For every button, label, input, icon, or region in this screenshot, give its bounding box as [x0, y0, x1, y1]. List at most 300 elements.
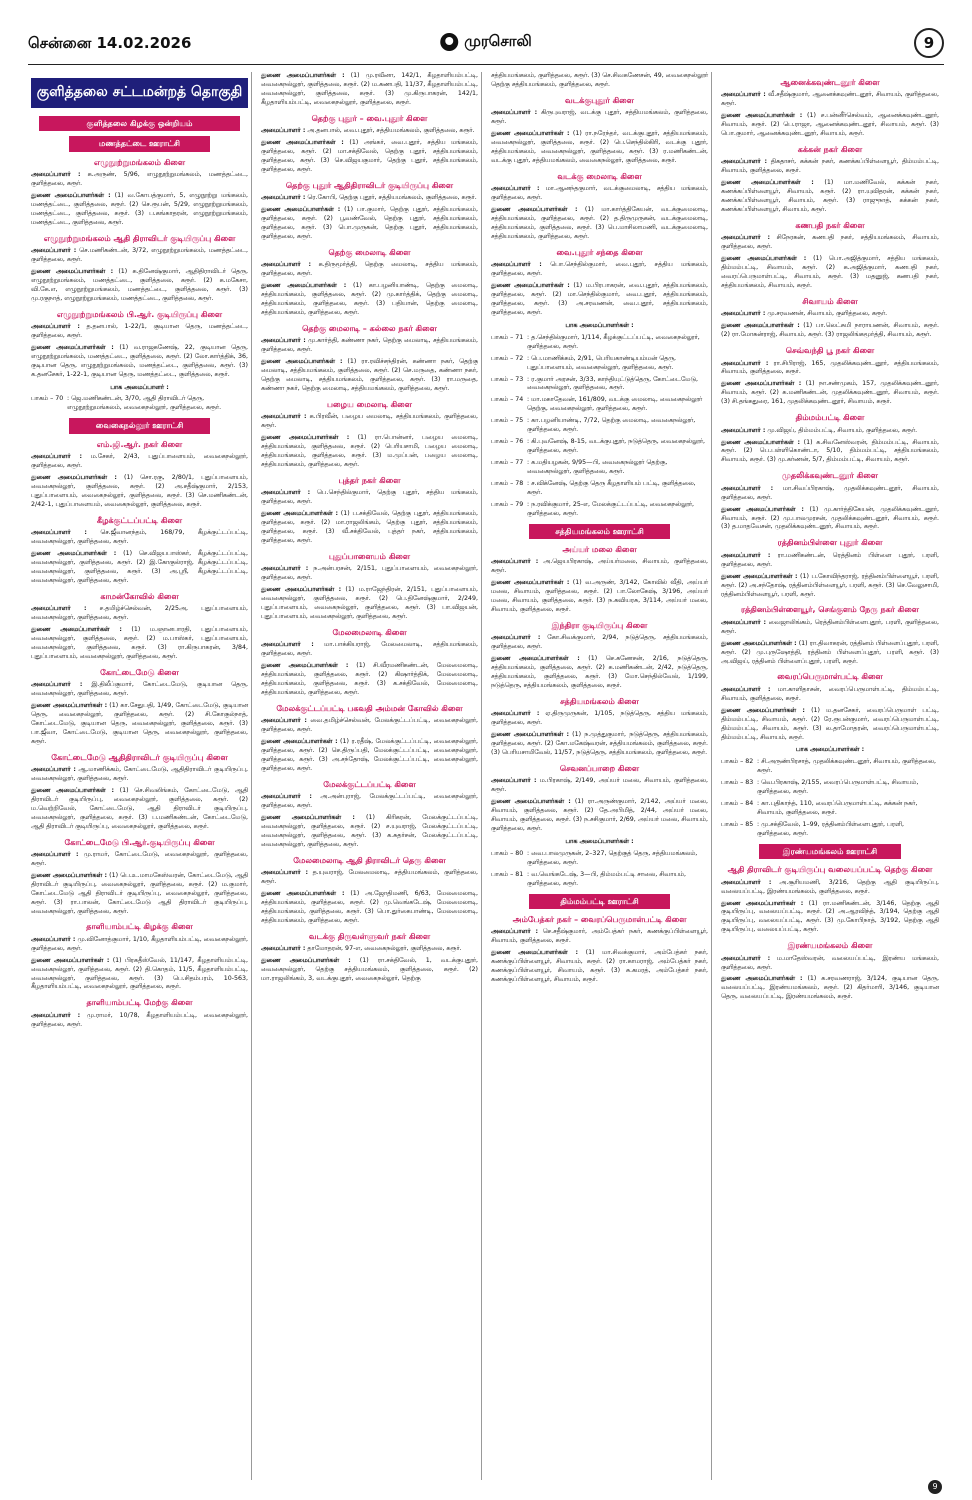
role-label: அமைப்பாளர் :	[31, 453, 82, 461]
organizer-details: (1) வ.ராஜகணேஷ், 22, குடியான தெரு, எழுநூற்றுமங்கலம், மணத்தட்டை, குளித்தலை, கரூர். (2) லோ.கார்த்திக், 36, குடியான தெரு, எழுநூற்றுமங்கலம், மணத்தட்டை, குளித்தலை, கரூர். (3) க.தனசேகர், 1-22-1, குடியான தெரு, மணத்தட்டை, குளித்தலை, கரூர்.	[31, 343, 249, 378]
organizer-entry	[31, 550, 248, 586]
organizer-entry	[491, 185, 708, 203]
organizer-details: த.யுவராஜ், மேலமைலாடி, சத்தியமங்கலம், குளித்தலை, கரூர்.	[261, 869, 478, 886]
branch-heading: கோட்டைமேடு ஆதிதிராவிடர் குடியிருப்பு கிளை	[51, 752, 228, 762]
branch-heading: அய்யர் மலை கிளை	[562, 545, 637, 554]
organizer-entry	[721, 640, 939, 667]
organizer-details: (1) சொ.ரகு, 2/80/1, புதுப்பாளையம், வைகைநல்லூர், குளித்தலை, கரூர். (2) அ.சதீஷ்குமார், 2/153, புதுப்பாளையம், வைகைநல்லூர், குளித்தலை, கரூர். (3) செ.மணிகண்டன், 2/42-1, புதுப்பாளையம், வைகைநல்லூர், குளித்தலை, கரூர்.	[31, 473, 249, 508]
booth-row	[491, 459, 708, 477]
branch-heading: தெற்கு மைலாடி – கல்லை நகர் கிளை	[302, 323, 437, 333]
role-label: துணை அமைப்பாளர்கள் :	[31, 267, 114, 275]
panchayat-heading: திம்மம்பட்டி ஊராட்சி	[529, 894, 670, 909]
organizer-details: (1) கா.சேதுபதி, 1/49, கோட்டைமேடு, குடியான தெரு, வைகைநல்லூர், குளித்தலை, கரூர். (2) சி.கோகுல்நாத், கோட்டைமேடு, குடியான தெரு, வைகைநல்லூர், குளித்தலை, கரூர். (3) பா.ஜீவா, கோட்டைமேடு, குடியான தெரு, வைகைநல்லூர், குளித்தலை, கரூர்.	[31, 701, 249, 745]
branch-heading: கணபதி நகர் கிளை	[795, 221, 865, 231]
role-label: அமைப்பாளர் :	[31, 681, 83, 689]
booth-number: பாகம் – 78	[491, 479, 524, 487]
organizer-entry	[721, 310, 939, 319]
organizer-details: மு.வினோத்குமார், 1/10, கீழதாளியம்பட்டி, வைகைநல்லூர், குளித்தலை, கரூர்.	[31, 935, 249, 952]
branch-heading: புதுப்பாளையம் கிளை	[328, 551, 411, 561]
organizer-entry	[31, 474, 248, 510]
role-label: துணை அமைப்பாளர்கள் :	[31, 191, 111, 199]
organizer-details: (1) மா.சிவக்குமார், அம்பேத்கர் நகர், கணக்குப்பிள்ளையூர், சிவாயம், கரூர். (2) ரா.காமராஜ், அம்பேத்கர் நகர், கணக்குப்பிள்ளையூர், சிவாயம், கரூர். (3) சு.கமரத், அம்பேத்கர் நகர், கணக்குப்பிள்ளையூர், சிவாயம், கரூர்.	[491, 949, 709, 984]
constituency-title: குளித்தலை சட்டமன்றத் தொகுதி	[31, 78, 248, 108]
booth-number: பாகம் – 80	[491, 849, 524, 857]
organizer-entry	[31, 268, 248, 304]
organizer-entry	[31, 192, 248, 228]
organizer-details: (1) ரா.நரேந்தர், வடக்குபுதூர், சத்தியமங்கலம், வைகைநல்லூர், குளித்தலை, கரூர். (2) பெ.செந்தில்கிரி, வடக்கு புதூர், சத்தியமங்கலம், வைகைநல்லூர், குளித்தலை, கரூர். (3) ர.மணிகண்டன், வடக்கு புதூர், சத்தியமங்கலம், வைகைநல்லூர், குளித்தலை, கரூர்.	[491, 130, 708, 164]
organizer-entry	[31, 605, 248, 623]
organizer-details: (1) செ.கணேசன், 2/16, நடுத்தெரு, சத்தியமங்கலம், குளித்தலை, கரூர். (2) க.மணிகண்டன், 2/42, நடுத்தெரு, சத்தியமங்கலம், குளித்தலை, கரூர். (3) மோ.செந்தில்வேல், 1/199, நடுத்தெரு, சத்தியமங்கலம், குளித்தலை, கரூர்.	[491, 655, 708, 690]
organizer-details: (1) பிரகதீஸ்வேல், 11/147, கீழதாளியம்பட்டி, வைகைநல்லூர், குளித்தலை, கரூர். (2) தி.கொதம், 11/5, கீழதாளியம்பட்டி, வைகைநல்லூர், குளித்தலை, கரூர். (3) பெ.சிதம்பரம், 10-563, கீழதாளியம்பட்டி, வைகைநல்லூர், குளித்தலை, கரூர்.	[31, 956, 248, 991]
organizer-entry	[721, 427, 939, 436]
organizer-entry	[491, 558, 708, 576]
role-label: அமைப்பாளர் :	[31, 850, 79, 858]
role-label: அமைப்பாளர் :	[721, 426, 766, 434]
organizer-details: தாமோதரன், 97-எ, வைகைநல்லூர், குளித்தலை, கரூர்.	[305, 945, 462, 953]
organizer-details: ம.பிரகாஷ், 2/149, அய்யர் மலை, சிவாயம், குளித்தலை, கரூர்.	[491, 777, 708, 794]
organizer-entry	[721, 900, 939, 936]
organizer-entry	[721, 91, 939, 109]
role-label: அமைப்பாளர் :	[261, 869, 308, 877]
role-label: துணை அமைப்பாளர்கள் :	[261, 889, 345, 897]
organizer-details: ம.சேகர், 2/43, புதுப்பாளையம், வைகைநல்லூர், குளித்தலை, கரூர்.	[31, 453, 248, 470]
organizer-entry	[721, 112, 939, 139]
role-label: துணை அமைப்பாளர்கள் :	[261, 206, 341, 214]
organizer-entry	[261, 957, 478, 984]
masthead	[28, 28, 944, 65]
organizer-entry	[491, 261, 708, 279]
booth-row	[491, 355, 708, 373]
organizer-details: (1) ச.பன்னீர்செல்வம், ஆனைக்கவுண்டனூர், சிவாயம், கரூர். (2) பெ.ராஜா, ஆனைக்கவுண்டனூர், சிவாயம், கரூர். (3) பொ.குமார், ஆனைக்கவுண்டனூர், சிவாயம், கரூர்.	[721, 112, 940, 138]
organizer-details: திகதாசர், கக்கன் நகர், கணக்கப்பிள்ளையூர், திம்மம்பட்டி, சிவாயம், குளித்தலை, கரூர்.	[721, 158, 939, 175]
organizer-details: (1) மா.மணிவேல், கக்கன் நகர், கணக்கப்பிள்ளையூர், சிவாயம், கரூர். (2) ரா.யுவிதரன், கக்கன் நகர், கணக்கப்பிள்ளையூர், சிவாயம், கரூர். (3) ராஜுநாத், கக்கன் நகர், கணக்கப்பிள்ளையூர், சிவாயம், கரூர்.	[721, 179, 940, 214]
role-label: அமைப்பாளர் :	[721, 618, 766, 626]
role-label: துணை அமைப்பாளர்கள் :	[261, 510, 339, 518]
role-label: துணை அமைப்பாளர்கள் :	[261, 358, 343, 366]
panchayat-heading: வைகைநல்லூர் ஊராட்சி	[69, 418, 210, 433]
branch-heading: கீழக்குட்டப்பட்டி கிளை	[96, 515, 183, 525]
booth-section-title: பாக அமைப்பாளர்கள் :	[565, 321, 634, 329]
organizer-details: (1) பெ.உ.மாமகேஸ்வரன், கோட்டைமேடு, ஆதி திராவிடர் குடியிருப்பு, வைகைநல்லூர், குளித்தலை, கரூர். (2) ம.குமார், கோட்டைமேடு ஆதி திராவிடர் குடியிருப்பு, வைகைநல்லூர், குளித்தலை, கரூர். (3) ரா.பாலன், கோட்டைமேடு ஆதி திராவிடர் குடியிருப்பு, வைகைநல்லூர், குளித்தலை, கரூர்.	[31, 871, 248, 915]
role-label: அமைப்பாளர் :	[31, 1011, 81, 1019]
role-label: துணை அமைப்பாளர்கள் :	[491, 282, 570, 290]
booth-organizer: : வ.வெங்கடேஷ், 3—பி, திம்மம்பட்டி சாலை, சிவாயம், குளித்தலை, கரூர்.	[527, 870, 686, 887]
booth-number: பாகம் – 82	[721, 758, 754, 766]
booth-row	[491, 417, 708, 435]
organizer-details: இ.திலீப்குமார், கோட்டைமேடு, குடியான தெரு, வைகைநல்லூர், குளித்தலை, கரூர்.	[31, 681, 248, 697]
organizer-entry	[31, 787, 248, 832]
role-label: அமைப்பாளர் :	[31, 605, 87, 613]
branch-heading: எழுநூற்றுமங்கலம் பி.ஆர். குடியிருப்பு கிளை	[56, 309, 223, 319]
role-label: அமைப்பாளர் :	[491, 185, 540, 193]
organizer-entry	[721, 573, 939, 600]
booth-organizer: : பெ.மாணிக்கம், 2/91, பெரியகாண்டியம்மன் தெரு, புதுப்பாளையம், வைகைநல்லூர், குளித்தலை, கரூர்.	[527, 354, 677, 371]
organizer-details: (1) பா.குமார், தெற்கு புதூர், சத்தியமங்கலம், குளித்தலை, கரூர். (2) பூவண்வேல், தெற்கு புதூர், சத்தியமங்கலம், குளித்தலை, கரூர். (3) பொ.முருகன், தெற்கு புதூர், சத்தியமங்கலம், குளித்தலை, கரூர்.	[261, 206, 479, 240]
organizer-details: (1) ரா.அருண்குமார், 2/142, அய்யர் மலை, சிவாயம், குளித்தலை, கரூர். (2) தே.அபிமித், 2/44, அய்யர் மலை, சிவாயம், குளித்தலை, கரூர். (3) ந.சசிகுமார், 2/69, அய்யர் மலை, சிவாயம், குளித்தலை, கரூர்.	[491, 798, 708, 833]
organizer-entry	[491, 206, 708, 242]
panchayat-heading: சத்தியமங்கலம் ஊராட்சி	[529, 524, 670, 539]
organizer-details: ஏ.திருமுருகன், 1/105, நடுத்தெரு, சத்திய மங்கலம், குளித்தலை, கரூர்.	[491, 710, 708, 727]
branch-heading: முதலிக்கவுண்டனூர் கிளை	[781, 471, 878, 481]
organizer-details: (1) மு.ரவீனா, 142/1, கீழதாளியம்பட்டி, வைகைநல்லூர், குளித்தலை, கரூர். (2) ம.கணபதி, 11/37, கீழதாளியம்பட்டி, வைகைநல்லூர், குளித்தலை, கரூர். (3) மு.கிருபாகரன், 142/1, கீழதாளியம்பட்டி, வைகைநல்லூர், குளித்தலை, கரூர்.	[261, 72, 479, 106]
role-label: துணை அமைப்பாளர்கள் :	[721, 380, 802, 388]
organizer-entry	[721, 707, 939, 743]
role-label: துணை அமைப்பாளர்கள் :	[31, 343, 114, 351]
role-label: துணை அமைப்பாளர்கள் :	[31, 786, 115, 794]
columns-container	[28, 72, 944, 1480]
organizer-details: ஆ.மாணிக்கம், கோட்டைமேடு, ஆதிதிராவிடர் குடியிருப்பு, வைகைநல்லூர், குளித்தலை, கரூர்.	[31, 765, 248, 782]
role-label: அமைப்பாளர் :	[721, 91, 766, 99]
organizer-entry	[261, 565, 478, 583]
page-number-badge: 9	[914, 28, 944, 58]
role-label: அமைப்பாளர் :	[261, 945, 306, 953]
organizer-details: (1) மு.கார்த்திகேயன், முதலிக்கவுண்டனூர், சிவாயம், கரூர். (2) மு.பாலமுரசன், முதலிக்கவுண்டனூர், சிவாயம், கரூர். (3) த.மாதவேசன், முதலிக்கவுண்டனூர், சிவாயம், கரூர்.	[721, 505, 940, 531]
organizer-entry	[261, 337, 478, 355]
organizer-details: (1) சி.வீரமணிகண்டன், மேலமைலாடி, சத்தியமங்கலம், குளித்தலை, கரூர். (2) கிஷார்த்திக், மேலமைலாடி, சத்தியமங்கலம், குளித்தலை, கரூர். (3) க.சக்திவேல், மேலமைலாடி, சத்தியமங்கலம், குளித்தலை, கரூர்.	[261, 662, 478, 696]
organizer-entry	[31, 766, 248, 784]
organizer-details: அ.அன்புராஜ், மேலக்குட்டப்பட்டி, வைகைநல்லூர், குளித்தலை, கரூர்.	[261, 793, 478, 810]
role-label: அமைப்பாளர் :	[491, 634, 541, 642]
booth-organizer: : மா.மகாதேவன், 161/809, வடக்கு மைலாடி, வைகைநல்லூர் தெற்கு, வைகைநல்லூர், குளித்தலை, கரூர்.	[527, 396, 703, 413]
organizer-entry	[721, 955, 939, 973]
booth-number: பாகம் – 79	[491, 500, 524, 508]
organizer-details: த.தனபால், 1-22/1, குடியான தெரு, மணத்தட்டை, குளித்தலை, கரூர்.	[31, 322, 248, 339]
role-label: அமைப்பாளர் :	[721, 878, 772, 886]
organizer-entry	[261, 261, 478, 279]
booth-number: பாகம் – 84	[721, 800, 754, 808]
organizer-entry	[31, 702, 248, 747]
organizer-entry	[261, 194, 478, 203]
organizer-entry	[491, 731, 708, 758]
organizer-details: அ.சூரியமணி, 3/216, தெற்கு ஆதி குடியிருப்பு, வலையப்பட்டி, இரண்யமங்கலம், குளித்தலை, கரூர்.	[721, 878, 939, 895]
role-label: துணை அமைப்பாளர்கள் :	[491, 206, 578, 214]
organizer-entry	[261, 662, 478, 698]
organizer-entry	[261, 945, 478, 954]
role-label: துணை அமைப்பாளர்கள் :	[261, 282, 347, 290]
emblem-icon	[440, 33, 458, 51]
footer-page-number: 9	[928, 1480, 942, 1494]
organizer-details: (1) ம.ராஜேந்திரன், 2/151, புதுப்பாளையம், வைகைநல்லூர், குளித்தலை, கரூர். (2) பெ.தினேஷ்குமார், 2/249, புதுப்பாளையம், வைகைநல்லூர், குளித்தலை, கரூர். (3) பா.விஜயன், புதுப்பாளையம், வைகைநல்லூர், குளித்தலை, கரூர்.	[261, 586, 478, 620]
organizer-details: (1) வ.கோபத்குமார், 5, எழுநூற்று மங்கலம், மணத்தட்டை, குளித்தலை, கரூர். (2) செ.ரூபன், 5/29, எழுநூற்றுமங்கலம், மணத்தட்டை, குளித்தலை, கரூர். (3) ப.கங்காதரன், எழுநூற்றுமங்கலம், மணத்தட்டை, குளித்தலை, கரூர்.	[31, 191, 248, 226]
role-label: அமைப்பாளர் :	[491, 928, 539, 936]
edition-date: சென்னை 14.02.2026	[28, 34, 192, 52]
role-label: துணை அமைப்பாளர்கள் :	[261, 813, 355, 821]
panchayat-heading: மணத்தட்டை ஊராட்சி	[69, 136, 210, 151]
booth-number: பாகம் – 74	[491, 396, 524, 404]
booth-organizer: : ந.ரவிக்குமார், 25-எ, மேலக்குட்டப்பட்டி, வைகைநல்லூர், குளித்தலை, கரூர்.	[527, 500, 695, 517]
role-label: அமைப்பாளர் :	[491, 710, 540, 718]
organizer-entry	[31, 529, 248, 547]
organizer-entry	[261, 814, 478, 850]
branch-heading: வைரப்பெருமாள்பட்டி கிளை	[777, 672, 883, 682]
organizer-entry	[491, 282, 708, 318]
role-label: துணை அமைப்பாளர்கள் :	[261, 957, 351, 964]
organizer-entry	[491, 579, 708, 615]
organizer-details: க.திருமூர்த்தி, தெற்கு மைலாடி, சத்திய மங்கலம், குளித்தலை, கரூர்.	[261, 261, 478, 278]
booth-organizer: : ஜெ.மணிகண்டன், 3/70, ஆதி திராவிடர் தெரு, எழுநூற்றுமங்கலம், வைகைநல்லூர், குளித்தலை, கரூர்.	[67, 395, 222, 412]
booth-number: பாகம் – 72	[491, 354, 524, 362]
branch-heading: தெற்கு மைலாடி கிளை	[328, 247, 411, 257]
booth-number: பாகம் – 71	[491, 333, 524, 341]
booth-organizer: : த.செந்தில்குமார், 1/114, கீழக்குட்டப்பட்டி, வைகைநல்லூர், குளித்தலை, கரூர்.	[527, 333, 700, 350]
organizer-details: (1) ரா.மணிகண்டன், 3/146, தெற்கு ஆதி குடியிருப்பு, வலையப்பட்டி, கரூர். (2) அ.ஆரவிந்த், 3/194, தெற்கு ஆதி குடியிருப்பு, வலையப்பட்டி, கரூர். (3) மு.கோபிநாத், 3/192, தெற்கு ஆதி குடியிருப்பு, வலையப்பட்டி, கரூர்.	[721, 899, 940, 934]
booth-organizer: : கா.பழனியாண்டி, 7/72, தெற்கு மைலாடி, வைகைநல்லூர், குளித்தலை, கரூர்.	[527, 417, 696, 434]
organizer-details: செ.மணிகண்டன், 3/72, எழுநூற்றுமங்கலம், மணத்தட்டை, குளித்தலை, கரூர்.	[31, 246, 248, 263]
organizer-details: ம.மாதேஸ்வரன், வலையப்பட்டி, இரண்ய மங்கலம், குளித்தலை, கரூர்.	[721, 954, 939, 971]
organizer-details: மு.சரவணன், சிவாயம், குளித்தலை, கரூர்.	[765, 310, 888, 318]
organizer-entry	[261, 139, 478, 175]
organizer-entry	[491, 798, 708, 834]
organizer-details: மு.விஜய், திம்மம்பட்டி, சிவாயம், குளித்தலை, கரூர்.	[765, 426, 918, 434]
branch-heading: இந்திரா குடியிருப்பு கிளை	[551, 620, 648, 630]
booth-row	[491, 438, 708, 456]
role-label: துணை அமைப்பாளர்கள் :	[721, 706, 805, 714]
organizer-details: மு.ராமர், கோட்டைமேடு, வைகைநல்லூர், குளித்தலை, கரூர்.	[31, 850, 248, 867]
organizer-entry	[721, 506, 939, 533]
branch-heading: தாளியாம்பட்டி மேற்கு கிளை	[86, 998, 193, 1008]
branch-heading: மேலமைலாடி ஆதி திராவிடர் தெரு கிளை	[293, 855, 446, 865]
booth-organizer: : சி.அருண்பிரசாத், முதலிக்கவுண்டனூர், சிவாயம், குளித்தலை, கரூர்.	[757, 758, 936, 775]
role-label: அமைப்பாளர் :	[31, 246, 77, 254]
organizer-details: மு.ராமர், 10/78, கீழதாளியம்பட்டி, வைகைநல்லூர், குளித்தலை, கரூர்.	[31, 1011, 248, 1028]
booth-row	[491, 850, 708, 868]
branch-heading: பழைய மைலாடி கிளை	[327, 399, 412, 409]
masthead-logo	[440, 32, 532, 52]
booth-row	[721, 779, 939, 797]
role-label: துணை அமைப்பாளர்கள் :	[721, 639, 797, 647]
organizer-details: ரா.சிபிராஜ், 165, முதலிக்கவுண்டனூர், சத்தியமங்கலம், சிவாயம், குளித்தலை, கரூர்.	[721, 359, 939, 376]
role-label: அமைப்பாளர் :	[261, 489, 311, 497]
role-label: துணை அமைப்பாளர்கள் :	[721, 899, 804, 907]
organizer-details: வைஜாலிங்கம், ரெத்தினம்பிள்ளைபுதூர், பரளி, குளித்தலை, கரூர்.	[721, 618, 939, 635]
role-label: அமைப்பாளர் :	[261, 641, 314, 649]
organizer-entry	[261, 641, 478, 659]
branch-heading: சத்தியமங்கலம் கிளை	[560, 696, 639, 706]
role-label: துணை அமைப்பாளர்கள் :	[31, 701, 108, 709]
organizer-entry	[491, 634, 708, 652]
role-label: துணை அமைப்பாளர்கள் :	[31, 956, 110, 964]
organizer-details: சிநேரகன், கணபதி நகர், சத்தியமங்கலம், சிவாயம், குளித்தலை, கரூர்.	[721, 234, 939, 251]
organizer-entry	[491, 928, 708, 946]
organizer-entry	[31, 851, 248, 869]
organizer-details: (1) ம.தனசேகர், வைரப்பெருமாள் பட்டி, திம்மம்பட்டி, சிவாயம், கரூர். (2) ரே.ரூபன்குமார், வைரப்பெருமாள்பட்டி, திம்மம்பட்டி, சிவாயம், கரூர். (3) ல.தாமோதரன், வைரப்பெருமாள்பட்டி, திம்மம்பட்டி, சிவாயம், கரூர்.	[721, 706, 940, 741]
booth-number: பாகம் – 83	[721, 779, 754, 787]
booth-row	[721, 758, 939, 776]
role-label: அமைப்பாளர் :	[31, 935, 76, 943]
branch-heading: தாளியாம்பட்டி கிழக்கு கிளை	[86, 922, 193, 932]
organizer-entry	[721, 158, 939, 176]
role-label: அமைப்பாளர் :	[31, 529, 87, 537]
branch-heading: ஆதி திராவிடர் குடியிருப்பு வலையப்பட்டி தெற்கு கிளை	[727, 865, 933, 875]
organizer-entry	[721, 879, 939, 897]
column-3	[488, 72, 712, 1480]
booth-row	[721, 821, 939, 839]
organizer-details: மா.சிவப்பிரகாஷ், முதலிக்கவுண்டனூர், சிவாயம், குளித்தலை, கரூர்.	[721, 484, 939, 501]
organizer-entry	[31, 171, 248, 189]
organizer-details: பெ.செந்தில்குமார், தெற்கு புதூர், சத்திய மங்கலம், குளித்தலை, கரூர்.	[261, 489, 478, 506]
role-label: துணை அமைப்பாளர்கள் :	[721, 179, 814, 187]
organizer-entry	[261, 127, 478, 136]
branch-heading: தெற்கு புதூர் – வை.புதூர் கிளை	[311, 113, 428, 123]
booth-row	[491, 334, 708, 352]
role-label: துணை அமைப்பாளர்கள் :	[491, 798, 571, 806]
role-label: துணை அமைப்பாளர்கள் :	[261, 737, 338, 745]
column-2	[258, 72, 482, 1480]
role-label: அமைப்பாளர் :	[31, 765, 76, 773]
organizer-details: ந.அன்பரசன், 2/151, புதுப்பாளையம், வைகைநல்லூர், குளித்தலை, கரூர்.	[261, 565, 478, 582]
role-label: அமைப்பாளர் :	[261, 413, 307, 421]
role-label: அமைப்பாளர் :	[491, 109, 538, 117]
booth-row	[491, 376, 708, 394]
column-1	[28, 72, 252, 1480]
organizer-entry	[261, 413, 478, 431]
organizer-entry	[491, 777, 708, 795]
branch-heading: மேலக்குட்டப்பட்டி கிளை	[323, 779, 416, 789]
organizer-entry	[31, 626, 248, 662]
organizer-details: செ.சதீஷ்குமார், அம்பேத்கர் நகர், கணக்குப்பிள்ளையூர், சிவாயம், குளித்தலை, கரூர்.	[491, 928, 708, 945]
organizer-details: (1) ரா.திவாகரன், ரத்தினம் பிள்ளைப்புதூர், பரளி, கரூர். (2) மு.புருஷோத்தி, ரத்தினம் பிள்ளைப்புதூர், பரளி, கரூர். (3) அ.விஜய், ரத்தினம் பிள்ளைப்புதூர், பரளி, கரூர்.	[721, 639, 939, 665]
organizer-entry	[261, 434, 478, 470]
organizer-entry	[31, 1012, 248, 1030]
organizer-details: செ.ஜீவானந்தம், 168/79, கீழக்குட்டப்பட்டி, வைகைநல்லூர், குளித்தலை, கரூர்.	[31, 529, 248, 545]
booth-organizer: : மு.சக்திவேல், 1–99, ரத்தினம்பிள்ளைபுதூர், பரளி, குளித்தலை, கரூர்.	[757, 821, 904, 837]
branch-heading: அம்பேத்கர் நகர் – வைரப்பெருமாள்பட்டி கிளை	[512, 915, 687, 925]
booth-organizer: : ர.குமார் அரசன், 3/33, காந்தியுட்டுத்தெரு, கோட்டைமேடு, வைகைநல்லூர், குளித்தலை, கரூர்.	[527, 375, 698, 392]
role-label: அமைப்பாளர் :	[721, 234, 770, 242]
organizer-details: (1) ந.முத்துகுமார், நடுத்தெரு, சத்தியமங்கலம், குளித்தலை, கரூர். (2) கோ.மகேஷ்வரன், சத்தியமங்கலம், குளித்தலை, கரூர். (3) பெரியசாமிவேல், 11/57, நடுத்தெரு, சத்தியமங்கலம், குளித்தலை, கரூர்.	[491, 731, 709, 757]
organizer-details: மா.பாக்கியராஜ், மேலமைலாடி, சத்தியமங்கலம், குளித்தலை, கரூர்.	[261, 641, 478, 658]
booth-number: பாகம் – 77	[491, 459, 524, 467]
branch-heading: ரத்தினம்பிள்ளை புதூர் கிளை	[777, 538, 883, 548]
organizer-entry	[31, 453, 248, 471]
branch-heading: எழுநூற்றுமங்கலம் ஆதி திராவிடர் குடியிருப்பு கிளை	[43, 233, 236, 243]
organizer-details: ரெ.கோபி, தெற்கு புதூர், சத்தியமங்கலம், குளித்தலை, கரூர்.	[305, 194, 477, 202]
organizer-entry	[721, 552, 939, 570]
booth-number: பாகம் – 85	[721, 821, 754, 829]
union-heading: குளித்தலை கிழக்கு ஒன்றியம்	[39, 116, 240, 131]
organizer-details: (1) ரா.ரவிச்சந்திரன், கண்ணா நகர், தெற்கு மைலாடி, சத்தியமங்கலம், குளித்தலை, கரூர். (2) செ.மருதை, கண்ணா நகர், தெற்கு மைலாடி, சத்தியமங்கலம், குளித்தலை, கரூர். (3) ரா.மருதை, கண்ணா நகர், தெற்கு மைலாடி, சத்தியமங்கலம், குளித்தலை, கரூர்.	[261, 358, 478, 392]
branch-heading: தெற்கு புதூர் ஆதிதிராவிடர் குடியிருப்பு கிளை	[285, 180, 454, 190]
booth-section-title: பாக அமைப்பாளர்கள் :	[565, 838, 634, 845]
organizer-entry	[261, 489, 478, 507]
panchayat-heading: இரண்யமங்கலம் ஊராட்சி	[759, 844, 901, 859]
branch-heading: எழுநூற்றுமங்கலம் கிளை	[93, 157, 186, 167]
organizer-entry	[721, 234, 939, 252]
booth-organizer: : க.மதியழகன், 9/95—பி, வைகைநல்லூர் தெற்கு, வைகைநல்லூர், குளித்தலை, கரூர்.	[527, 459, 668, 475]
booth-organizer: : வை.பாலமுருகன், 2–327, தெற்குத் தெரு, சத்தியமங்கலம், குளித்தலை, கரூர்.	[527, 849, 698, 866]
organizer-details: (1) க.சரவணராஜ், 3/124, குடியான தெரு, வலையப்பட்டி, இரண்யமங்கலம், கரூர். (2) கிதர்மாரி, 3/146, குடியான தெரு, வலையப்பட்டி, இரண்யமங்கலம், கரூர்.	[721, 975, 939, 1001]
branch-heading: மேலக்குட்டப்பட்டி பகவதி அம்மன் கோவில் கிளை	[276, 703, 463, 713]
branch-heading: கோட்டைமேடு கிளை	[100, 667, 179, 677]
booth-number: பாகம் – 70	[31, 395, 64, 403]
branch-heading: மேலமைலாடி கிளை	[332, 627, 407, 637]
organizer-details: மு.கார்த்தி, கண்ணா நகர், தெற்கு மைலாடி, சத்தியமங்கலம், குளித்தலை, கரூர்.	[261, 337, 479, 354]
booth-organizer: : வெ.பிரகாஷ், 2/155, வைரப்பெருமாள்பட்டி, சிவாயம், குளித்தலை, கரூர்.	[757, 779, 919, 796]
organizer-entry	[31, 936, 248, 954]
newspaper-name: முரசொலி	[464, 32, 532, 50]
organizer-entry	[261, 738, 478, 774]
booth-row	[491, 396, 708, 414]
role-label: அமைப்பாளர் :	[261, 194, 306, 202]
role-label: அமைப்பாளர் :	[721, 310, 766, 318]
role-label: அமைப்பாளர் :	[261, 337, 306, 345]
organizer-details: ச.தமிழ்ச்செல்வன், 2/25அ, புதுப்பாளையம், வைகைநல்லூர், குளித்தலை, கரூர்.	[31, 605, 248, 621]
role-label: துணை அமைப்பாளர்கள் :	[721, 255, 807, 263]
organizer-entry	[721, 485, 939, 503]
organizer-details: சத்தியமங்கலம், குளித்தலை, கரூர். (3) செ.சிவகணேசன், 49, வைகைநல்லூர் தெற்கு சத்தியமங்கலம், குளித்தலை, கரூர்.	[491, 72, 708, 88]
organizer-details: (1) ம.பிரபாகரன், வை.புதூர், சத்தியமங்கலம், குளித்தலை, கரூர். (2) மா.செந்தில்குமார், வை.புதூர், சத்தியமங்கலம், குளித்தலை, கரூர். (3) அ.சரவணன், வை.புதூர், சத்தியமங்கலம், குளித்தலை, கரூர்.	[491, 282, 708, 316]
role-label: அமைப்பாளர் :	[261, 717, 307, 725]
branch-heading: கோட்டைமேடு பி.ஆர்.குடியிருப்பு கிளை	[64, 837, 215, 847]
organizer-details: (1) மா.கார்த்திகேயன், வடக்குமைலாடி, சத்தியமங்கலம், குளித்தலை, கரூர். (2) த.திருமுருகன், வடக்குமைலாடி, சத்தியமங்கலம், குளித்தலை, கரூர். (3) பெ.மாசிலாமணி, வடக்குமைலாடி, சத்தியமங்கலம், குளித்தலை, கரூர்.	[491, 206, 708, 240]
organizer-details: (1) பா.லெட்சுமி நாராயணன், சிவாயம், கரூர். (2) ரா.மோகன்ராஜ், சிவாயம், கரூர். (3) ராஜலிங்கமூர்த்தி, சிவாயம், கரூர்.	[721, 322, 939, 339]
organizer-details: (1) கிரிகரன், மேலக்குட்டப்பட்டி, வைகைநல்லூர், குளித்தலை, கரூர். (2) ச.யுவராஜ், மேலக்குட்டப்பட்டி, வைகைநல்லூர், குளித்தலை, கரூர். (3) க.சுதர்சன், மேலக்குட்டப்பட்டி, வைகைநல்லூர், குளித்தலை, கரூர்.	[261, 813, 479, 848]
organizer-entry	[261, 282, 478, 318]
branch-heading: திம்மம்பட்டி கிளை	[795, 413, 865, 423]
role-label: துணை அமைப்பாளர்கள் :	[261, 72, 345, 79]
organizer-details: க.அருண், 5/96, எழுநூற்றுமங்கலம், மணத்தட்டை, குளித்தலை, கரூர்.	[31, 170, 248, 187]
branch-heading: சிவாயம் கிளை	[802, 297, 858, 307]
booth-row	[721, 800, 939, 818]
role-label: துணை அமைப்பாளர்கள் :	[721, 572, 798, 580]
role-label: துணை அமைப்பாளர்கள் :	[491, 655, 580, 663]
role-label: அமைப்பாளர் :	[491, 261, 542, 269]
column-4	[718, 72, 942, 1480]
role-label: துணை அமைப்பாளர்கள் :	[721, 112, 803, 120]
role-label: அமைப்பாளர் :	[721, 954, 771, 962]
organizer-entry	[721, 380, 939, 407]
organizer-details: (1) அங்கர், வை.புதூர், சத்திய மங்கலம், குளித்தலை, கரூர். (2) மா.சக்திவேல், தெற்கு புதூர், சத்தியமங்கலம், குளித்தலை, கரூர். (3) செ.விஜயகுமார், தெற்கு புதூர், சத்தியமங்கலம், குளித்தலை, கரூர்.	[261, 139, 478, 173]
organizer-details: மா.ஆனந்தகுமார், வடக்குமைலாடி, சத்திய மங்கலம், குளித்தலை, கரூர்.	[491, 185, 708, 202]
organizer-details: வீ.சதீஷ்குமார், ஆனைக்கவுண்டனூர், சிவாயம், குளித்தலை, கரூர்.	[721, 91, 939, 108]
organizer-details: க.பிரவீன், பழைய மைலாடி, சத்தியமங்கலம், குளித்தலை, கரூர்.	[261, 413, 478, 430]
organizer-entry	[721, 439, 939, 466]
organizer-details: (1) அ.ஜோதிமணி, 6/63, மேலமைலாடி, சத்தியமங்கலம், குளித்தலை, கரூர். (2) மு.வெங்கடேஷ், மேலமைலாடி, சத்தியமங்கலம், குளித்தலை, கரூர். (3) பொ.துர்கைபாண்டி, மேலமைலாடி, சத்தியமங்கலம், குளித்தலை, கரூர்.	[261, 889, 478, 924]
booth-number: பாகம் – 81	[491, 870, 524, 878]
organizer-entry	[261, 793, 478, 811]
organizer-details: (1) ப.கோவிந்தராஜ், ரத்தினம்பிள்ளையூர், பரளி, கரூர். (2) அ.சந்தோஷ், ரத்தினம்பிள்ளையூர், பரளி, கரூர். (3) செ.வேலுசாமி, ரத்தினம்பிள்ளையூர், பரளி, கரூர்.	[721, 572, 939, 598]
role-label: துணை அமைப்பாளர்கள் :	[31, 871, 108, 879]
role-label: துணை அமைப்பாளர்கள் :	[261, 139, 344, 147]
organizer-details: (1) ர.ரதீஷ், மேலக்குட்டப்பட்டி, வைகைநல்லூர், குளித்தலை, கரூர். (2) செ.திருப்பதி, மேலக்குட்டப்பட்டி, வைகைநல்லூர், குளித்தலை, கரூர். (3) அ.சந்தோஷ், மேலக்குட்டப்பட்டி, வைகைநல்லூர், குளித்தலை, கரூர்.	[261, 737, 479, 772]
organizer-details: அ.ஜெயபிரகாஷ், அய்யர்மலை, சிவாயம், குளித்தலை, கரூர்.	[491, 558, 709, 575]
role-label: துணை அமைப்பாளர்கள் :	[31, 549, 117, 557]
organizer-details: (1) வ.அருண், 3/142, கோவில் வீதி, அய்யர் மலை, சிவாயம், குளித்தலை, கரூர். (2) பா.லோகேஷ், 3/196, அய்யர் மலை, சிவாயம், குளித்தலை, கரூர். (3) ந.கவியரசு, 3/114, அய்யர் மலை, சிவாயம், குளித்தலை, கரூர்.	[491, 579, 709, 614]
role-label: அமைப்பாளர் :	[491, 558, 539, 566]
role-label: அமைப்பாளர் :	[31, 170, 81, 178]
branch-heading: ரத்தினம்பிள்ளையூர், செங்குளம் நேரு நகர் கிளை	[740, 605, 920, 615]
role-label: துணை அமைப்பாளர்கள் :	[31, 625, 122, 633]
organizer-details: (1) நா.சண்முகம், 157, முதலிக்கவுண்டனூர், சிவாயம், கரூர். (2) க.மணிகண்டன், முதலிக்கவுண்டனூர், சிவாயம், கரூர். (3) சி.தங்கதுரை, 161, முதலிக்கவுண்டனூர், சிவாயம், கரூர்.	[721, 380, 940, 406]
organizer-details: அ.தனபால், வை.புதூர், சத்தியமங்கலம், குளித்தலை, கரூர்.	[305, 127, 475, 135]
organizer-details: (1) கா.பழனியாண்டி, தெற்கு மைலாடி, சத்தியமங்கலம், குளித்தலை, கரூர். (2) மு.கார்த்திக், தெற்கு மைலாடி, சத்தியமங்கலம், குளித்தலை, கரூர். (3) பதியான், தெற்கு மைலாடி, சத்தியமங்கலம், குளித்தலை, கரூர்.	[261, 282, 478, 316]
organizer-details: ரா.மணிகண்டன், ரெத்தினம் பிள்ளை புதூர், பரளி, குளித்தலை, கரூர்.	[721, 551, 939, 568]
role-label: துணை அமைப்பாளர்கள் :	[261, 586, 342, 594]
organizer-entry	[31, 323, 248, 341]
organizer-entry	[31, 344, 248, 380]
branch-heading: காமன்கோவில் கிளை	[100, 591, 179, 601]
organizer-entry	[261, 890, 478, 926]
organizer-details: (1) பொ.அஜித்குமார், சத்திய மங்கலம், திம்மம்பட்டி, சிவாயம், கரூர். (2) க.அஜித்குமார், கணபதி நகர், வைரப்பெருமாள்பட்டி, சிவாயம், கரூர். (3) மதனுஜ், கணபதி நகர், சத்தியமங்கலம், சிவாயம், கரூர்.	[721, 255, 939, 290]
organizer-details: கிருபுவராஜ், வடக்கு புதூர், சத்தியமங்கலம், குளித்தலை, கரூர்.	[491, 109, 708, 126]
organizer-details: (1) ரா.பொன்னர், பழைய மைலாடி, சத்தியமங்கலம், குளித்தலை, கரூர். (2) பெரியசாமி, பழைய மைலாடி, சத்தியமங்கலம், குளித்தலை, கரூர். (3) ம.முப்பன், பழைய மைலாடி, சத்தியமங்கலம், குளித்தலை, கரூர்.	[261, 434, 478, 468]
organizer-entry	[491, 655, 708, 691]
role-label: துணை அமைப்பாளர்கள் :	[721, 975, 803, 983]
booth-section-title: பாக அமைப்பாளர்கள் :	[795, 746, 865, 754]
role-label: துணை அமைப்பாளர்கள் :	[721, 322, 800, 330]
organizer-entry	[31, 247, 248, 265]
role-label: துணை அமைப்பாளர்கள் :	[261, 662, 349, 669]
